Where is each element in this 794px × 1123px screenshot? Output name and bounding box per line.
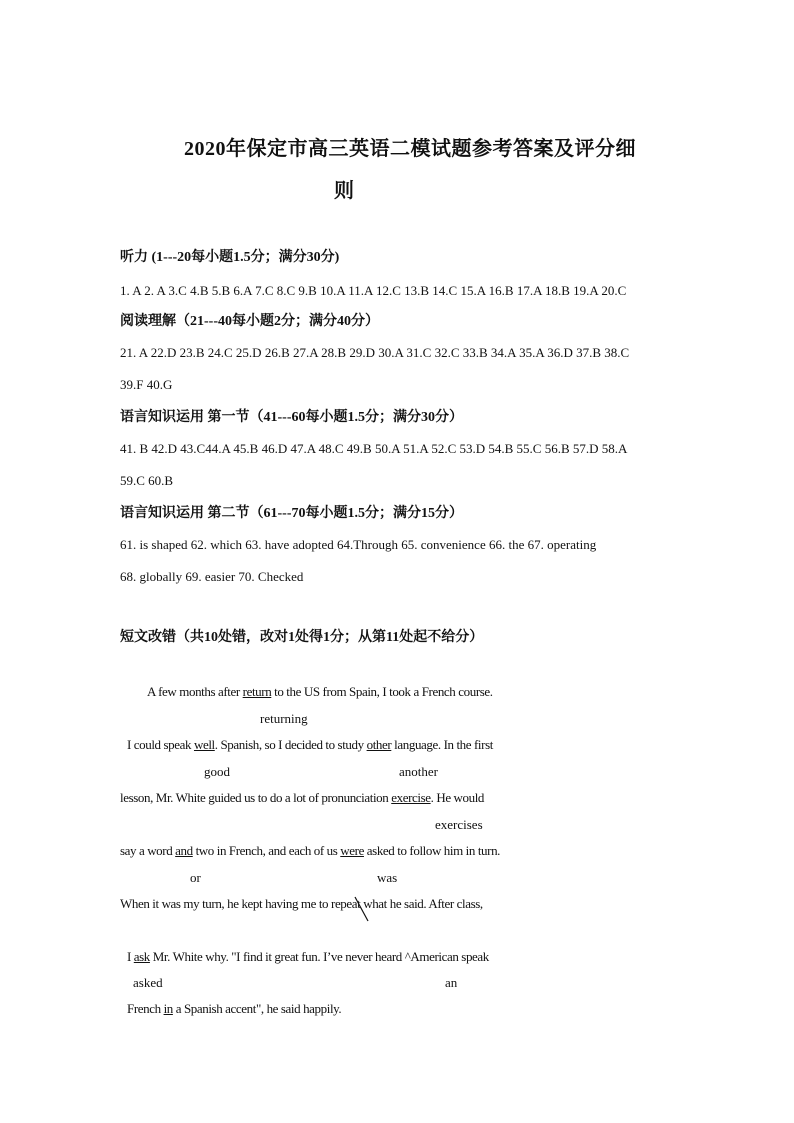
correction-fix: was [377,870,398,885]
reading-heading: 阅读理解（21---40每小题2分；满分40分） [120,314,379,329]
correction-fix: or [190,870,201,885]
cloze-answers-line-1: 41. B 42.D 43.C44.A 45.B 46.D 47.A 48.C 49.B 50.A 51.A 52.C 53.D 54.B 55.C 56.B 57.D 58.A [120,441,628,456]
correction-line-6: I ask Mr. White why. "I find it great fun. I’ve never heard ^American speak [127,949,489,964]
correction-line-7: French in a Spanish accent", he said happily. [127,1001,342,1016]
correction-fix: asked [133,975,163,990]
cloze-answers-line-2: 59.C 60.B [120,473,174,488]
listening-answers: 1. A 2. A 3.C 4.B 5.B 6.A 7.C 8.C 9.B 10.A 11.A 12.C 13.B 14.C 15.A 16.B 17.A 18.B 19.A 20.C [120,283,627,298]
reading-answers-line-1: 21. A 22.D 23.B 24.C 25.D 26.B 27.A 28.B 29.D 30.A 31.C 32.C 33.B 34.A 35.A 36.D 37.B 38.C [120,345,630,360]
grammar-answers-line-1: 61. is shaped 62. which 63. have adopted 64.Through 65. convenience 66. the 67. operating [120,537,597,552]
error-word: and [175,843,193,858]
correction-fix: returning [260,711,308,726]
correction-line-3: lesson, Mr. White guided us to do a lot of pronunciation exercise. He would [120,790,485,805]
correction-section [120,628,680,648]
correction-fix: an [445,975,458,990]
document-title [120,128,674,212]
correction-line-4: say a word and two in French, and each of us were asked to follow him in turn. [120,843,501,858]
error-word: ask [133,949,150,964]
grammar-section [120,504,680,593]
grammar-heading: 语言知识运用 第二节（61---70每小题1.5分；满分15分） [120,506,463,521]
error-word: were [340,843,364,858]
correction-fix: another [399,764,438,779]
correction-line-2: I could speak well. Spanish, so I decided to study other language. In the first [127,737,493,752]
correction-line-1: A few months after return to the US from Spain, I took a French course. [147,684,493,699]
reading-answers-line-2: 39.F 40.G [120,377,173,392]
correction-fix: exercises [435,817,483,832]
correction-heading: 短文改错（共10处错，改对1处得1分；从第11处起不给分） [120,630,484,645]
correction-line-5: When it was my turn, he kept having me to repeat what he said. After class, [120,896,483,911]
listening-section [120,248,680,307]
error-word: in [163,1001,173,1016]
grammar-answers-line-2: 68. globally 69. easier 70. Checked [120,569,304,584]
title-line-2: 则 [334,180,355,202]
listening-heading: 听力 (1---20每小题1.5分；满分30分) [120,250,340,265]
error-word: return [242,684,272,699]
reading-section [120,312,680,401]
cloze-heading: 语言知识运用 第一节（41---60每小题1.5分；满分30分） [120,410,463,425]
title-line-1: 2020年保定市高三英语二模试题参考答案及评分细 [184,138,636,160]
correction-fix: good [204,764,230,779]
error-word: exercise [391,790,431,805]
error-word: other [366,737,392,752]
error-word: well [193,737,215,752]
cloze-section [120,408,680,497]
deletion-mark-icon [352,896,374,922]
